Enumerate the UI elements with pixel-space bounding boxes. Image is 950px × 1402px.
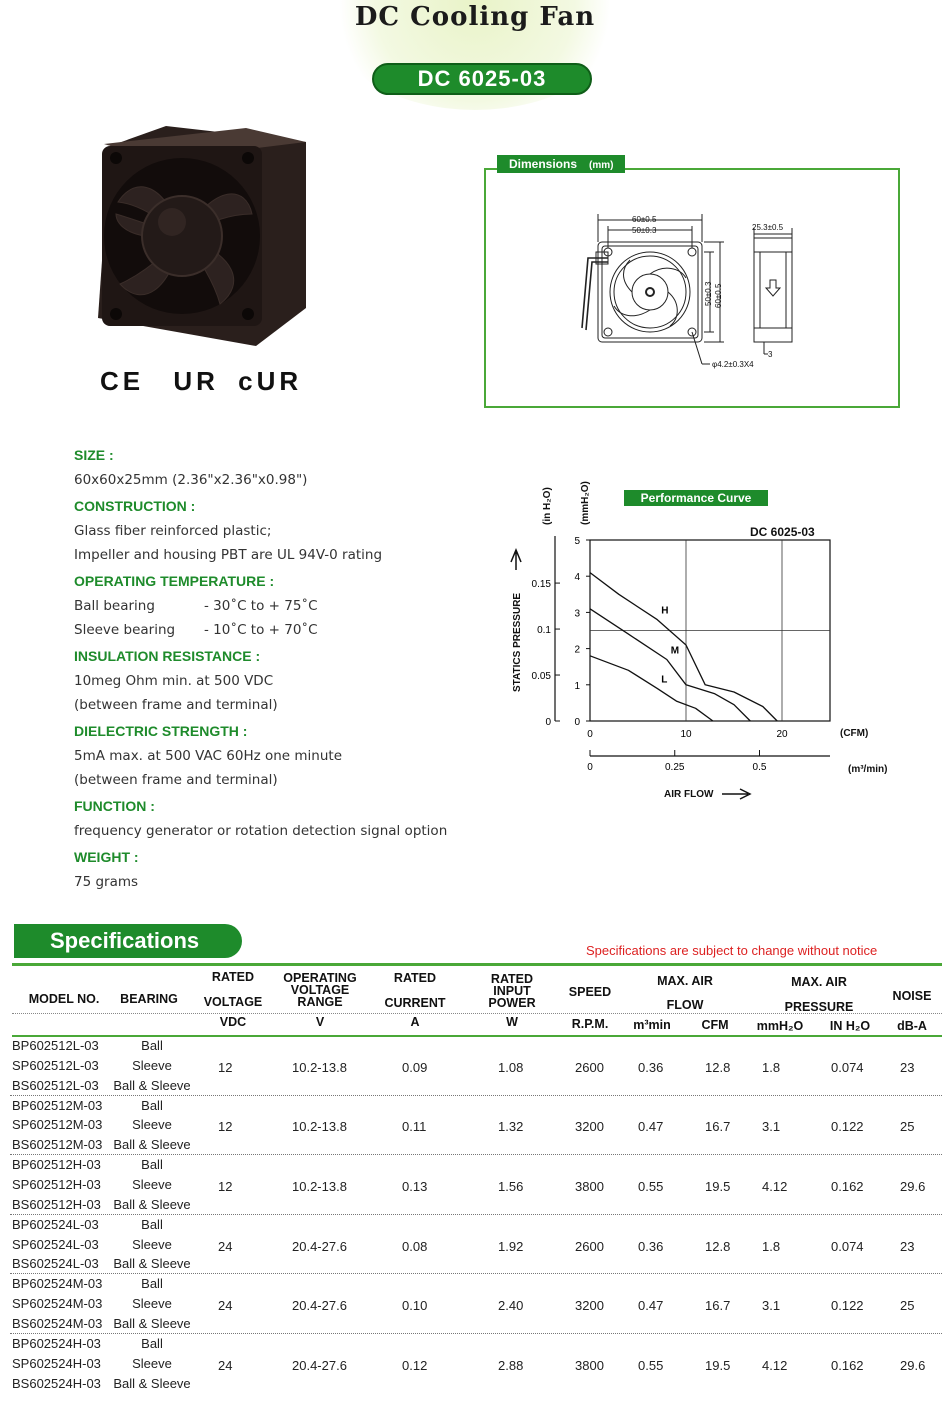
temperature-ball-label: Ball bearing <box>74 598 155 614</box>
header-op-voltage-2: VOLTAGE <box>290 983 350 997</box>
model-number: SP602524H-03 <box>12 1355 101 1371</box>
bearing-type: Sleeve <box>132 1296 172 1312</box>
page-title: DC Cooling Fan <box>354 2 596 32</box>
bearing-type: Ball & Sleeve <box>113 1375 191 1391</box>
performance-curve-tab: Performance Curve <box>624 490 768 506</box>
dimensions-unit: (mm) <box>589 160 614 171</box>
model-number: BS602524L-03 <box>12 1256 99 1272</box>
header-current-1: RATED <box>393 971 437 985</box>
model-number: BS602524M-03 <box>12 1315 103 1331</box>
model-number: BP602524L-03 <box>12 1216 99 1232</box>
chart-y-label: STATICS PRESSURE <box>512 592 523 692</box>
chart-unit-m3min: (m³/min) <box>848 764 888 775</box>
specifications-banner: Specifications <box>14 924 242 958</box>
model-number: SP602524M-03 <box>12 1296 103 1312</box>
table-body <box>0 1036 950 1396</box>
construction-line-1: Glass fiber reinforced plastic; <box>74 523 272 539</box>
construction-heading: CONSTRUCTION : <box>74 498 196 514</box>
header-pressure-2: PRESSURE <box>784 1000 854 1014</box>
dim-vert-outer: 60±0.5 <box>714 283 723 308</box>
cell-cfm: 19.5 <box>705 1178 731 1194</box>
cell-current: 0.13 <box>402 1178 428 1194</box>
bearing-type: Ball <box>141 1216 163 1232</box>
specification-notice: Specifications are subject to change without notice <box>586 943 878 958</box>
cell-noise: 29.6 <box>900 1357 926 1373</box>
dielectric-line-1: 5mA max. at 500 VAC 60Hz one minute <box>74 748 342 764</box>
y-tick-label-mmh2o: 1 <box>574 680 580 692</box>
header-rated-voltage-1: RATED <box>211 970 255 984</box>
bearing-type: Ball & Sleeve <box>113 1196 191 1212</box>
header-current-unit: A <box>410 1015 420 1029</box>
model-badge: DC 6025-03 <box>372 63 592 95</box>
y-tick-label-inh2o: 0.05 <box>531 671 551 683</box>
cell-m3min: 0.47 <box>638 1119 664 1135</box>
curve-label-L: L <box>661 674 668 686</box>
x-tick-label-cfm: 10 <box>680 729 692 740</box>
header-model: MODEL NO. <box>28 992 100 1006</box>
model-number: SP602524L-03 <box>12 1236 99 1252</box>
temperature-sleeve-range: - 10˚C to + 70˚C <box>204 622 318 638</box>
y-tick-label-mmh2o: 0 <box>574 717 580 728</box>
size-value: 60x60x25mm (2.36"x2.36"x0.98") <box>74 472 308 488</box>
table-header <box>0 966 950 1036</box>
table-row-group <box>0 1334 950 1394</box>
insulation-line-2: (between frame and terminal) <box>74 697 278 713</box>
x-tick-label-cfm: 0 <box>587 729 593 740</box>
cell-voltage: 24 <box>218 1298 233 1314</box>
dielectric-line-2: (between frame and terminal) <box>74 772 278 788</box>
header-noise: NOISE <box>892 989 932 1003</box>
header-noise-unit: dB-A <box>897 1019 927 1033</box>
model-number: SP602512M-03 <box>12 1117 103 1133</box>
header-rated-voltage-unit: VDC <box>219 1015 247 1029</box>
x-arrow-icon <box>722 789 750 799</box>
insulation-heading: INSULATION RESISTANCE : <box>74 648 261 664</box>
cell-rpm: 3200 <box>575 1119 604 1135</box>
cell-rpm: 2600 <box>575 1238 604 1254</box>
y-tick-label-mmh2o: 5 <box>574 536 580 547</box>
chart-x-label: AIR FLOW <box>664 789 714 800</box>
construction-line-2: Impeller and housing PBT are UL 94V-0 rating <box>74 547 383 563</box>
performance-curve-chart <box>500 470 910 810</box>
bearing-type: Ball & Sleeve <box>113 1137 191 1153</box>
y-tick-label-mmh2o: 2 <box>574 644 580 656</box>
bearing-type: Sleeve <box>132 1176 172 1192</box>
bearing-type: Sleeve <box>132 1117 172 1133</box>
y-tick-label-mmh2o: 4 <box>574 572 580 584</box>
cell-voltage: 12 <box>218 1059 233 1075</box>
cell-current: 0.10 <box>402 1298 428 1314</box>
curve-label-H: H <box>661 605 669 617</box>
header-speed-unit: R.P.M. <box>571 1017 609 1031</box>
cell-range: 10.2-13.8 <box>292 1178 347 1194</box>
bearing-type: Ball & Sleeve <box>113 1077 191 1093</box>
x-tick-label-cfm: 20 <box>776 729 788 740</box>
insulation-line-1: 10meg Ohm min. at 500 VDC <box>74 673 274 689</box>
header-pressure-inh2o: IN H₂O <box>829 1019 871 1033</box>
cell-power: 2.88 <box>498 1357 524 1373</box>
dielectric-heading: DIELECTRIC STRENGTH : <box>74 723 248 739</box>
cell-power: 1.08 <box>498 1059 524 1075</box>
cell-power: 1.56 <box>498 1178 524 1194</box>
header-pressure-mmh2o: mmH₂O <box>756 1019 804 1033</box>
ce-mark-icon: CE <box>100 366 145 396</box>
cell-noise: 23 <box>900 1238 915 1254</box>
model-number: BP602512H-03 <box>12 1157 101 1173</box>
chart-unit-cfm: (CFM) <box>840 728 869 739</box>
cell-mmh2o: 4.12 <box>762 1178 788 1194</box>
header-power-1: RATED <box>490 972 534 986</box>
dim-rib: 3 <box>768 350 773 359</box>
header-op-voltage-3: RANGE <box>297 995 343 1009</box>
certification-marks <box>100 366 302 397</box>
cell-current: 0.09 <box>402 1059 428 1075</box>
weight-heading: WEIGHT : <box>74 849 139 865</box>
model-number: BP602524M-03 <box>12 1276 103 1292</box>
cell-mmh2o: 1.8 <box>762 1059 781 1075</box>
cell-inh2o: 0.122 <box>831 1298 864 1314</box>
header-power-unit: W <box>506 1015 518 1029</box>
header-airflow-2: FLOW <box>666 998 704 1012</box>
x-tick-label-m3min: 0.25 <box>665 762 685 773</box>
cell-cfm: 19.5 <box>705 1357 731 1373</box>
curve-label-M: M <box>670 645 680 657</box>
curve-L <box>590 656 713 721</box>
cell-m3min: 0.36 <box>638 1238 664 1254</box>
model-number: BS602512H-03 <box>12 1196 101 1212</box>
model-number: SP602512H-03 <box>12 1176 101 1192</box>
cell-noise: 25 <box>900 1119 915 1135</box>
table-row-group <box>0 1096 950 1156</box>
specifications-text <box>74 447 494 890</box>
header-pressure-1: MAX. AIR <box>791 975 847 989</box>
cell-cfm: 16.7 <box>705 1298 731 1314</box>
cell-voltage: 12 <box>218 1178 233 1194</box>
model-number: BS602512L-03 <box>12 1077 99 1093</box>
chart-unit-inh2o: (in H₂O) <box>542 487 553 525</box>
operating-temperature-heading: OPERATING TEMPERATURE : <box>74 573 275 589</box>
bearing-type: Ball <box>141 1336 163 1351</box>
cell-mmh2o: 4.12 <box>762 1357 788 1373</box>
dim-outer-width: 60±0.5 <box>632 215 657 224</box>
cell-range: 10.2-13.8 <box>292 1119 347 1135</box>
size-heading: SIZE : <box>74 447 114 463</box>
function-heading: FUNCTION : <box>74 798 155 814</box>
header-airflow-cfm: CFM <box>701 1018 729 1032</box>
table-row-group <box>0 1155 950 1215</box>
cell-power: 2.40 <box>498 1298 524 1314</box>
header-airflow-1: MAX. AIR <box>657 974 713 988</box>
header-power-3: POWER <box>488 996 536 1010</box>
bearing-type: Ball <box>141 1097 163 1113</box>
cell-inh2o: 0.074 <box>831 1059 864 1075</box>
curve-H <box>590 573 777 721</box>
y-tick-label-inh2o: 0.1 <box>537 625 551 637</box>
y-arrow-icon <box>511 550 521 570</box>
cell-rpm: 2600 <box>575 1059 604 1075</box>
cell-noise: 23 <box>900 1059 915 1075</box>
cell-cfm: 16.7 <box>705 1119 731 1135</box>
cell-inh2o: 0.162 <box>831 1357 864 1373</box>
model-number: SP602512L-03 <box>12 1057 99 1073</box>
chart-unit-mmh2o: (mmH₂O) <box>580 481 591 525</box>
cell-range: 20.4-27.6 <box>292 1298 347 1314</box>
table-row-group <box>0 1215 950 1275</box>
cell-current: 0.12 <box>402 1357 428 1373</box>
header-rated-voltage-2: VOLTAGE <box>203 995 263 1009</box>
model-number: BS602524H-03 <box>12 1375 101 1391</box>
ur-mark-icon: UR <box>173 366 219 396</box>
cell-range: 20.4-27.6 <box>292 1357 347 1373</box>
cell-inh2o: 0.074 <box>831 1238 864 1254</box>
bearing-type: Ball & Sleeve <box>113 1315 191 1331</box>
header-bearing: BEARING <box>120 992 178 1006</box>
cell-noise: 29.6 <box>900 1178 926 1194</box>
cell-rpm: 3200 <box>575 1298 604 1314</box>
cell-mmh2o: 3.1 <box>762 1298 781 1314</box>
weight-value: 75 grams <box>74 874 139 890</box>
cell-cfm: 12.8 <box>705 1238 731 1254</box>
dimensions-drawing <box>484 168 896 404</box>
header-op-voltage-1: OPERATING <box>283 971 357 985</box>
header-power-2: INPUT <box>493 984 531 998</box>
temperature-sleeve <box>74 622 494 638</box>
dim-vert-hole: 50±0.3 <box>704 281 713 306</box>
cell-noise: 25 <box>900 1298 915 1314</box>
header-current-2: CURRENT <box>384 996 446 1010</box>
bearing-type: Sleeve <box>132 1236 172 1252</box>
cell-current: 0.08 <box>402 1238 428 1254</box>
y-tick-label-inh2o: 0.15 <box>531 579 551 591</box>
dim-hole-diameter: φ4.2±0.3X4 <box>712 360 754 369</box>
cell-current: 0.11 <box>402 1119 427 1135</box>
header-airflow-m3min: m³min <box>633 1018 671 1032</box>
x-tick-label-m3min: 0 <box>587 762 593 773</box>
table-row-group <box>0 1036 950 1096</box>
fan-product-image <box>96 124 308 350</box>
bearing-type: Sleeve <box>132 1355 172 1371</box>
cell-m3min: 0.47 <box>638 1298 664 1314</box>
cell-inh2o: 0.162 <box>831 1178 864 1194</box>
bearing-type: Ball & Sleeve <box>113 1256 191 1272</box>
dimensions-tab-label: Dimensions <box>509 157 578 171</box>
model-number: BS602512M-03 <box>12 1137 103 1153</box>
temperature-ball <box>74 598 494 614</box>
header-op-voltage-unit: V <box>315 1015 325 1029</box>
cell-mmh2o: 3.1 <box>762 1119 781 1135</box>
bearing-type: Sleeve <box>132 1057 172 1073</box>
cell-m3min: 0.36 <box>638 1059 664 1075</box>
cell-rpm: 3800 <box>575 1178 604 1194</box>
bearing-type: Ball <box>141 1038 163 1053</box>
cell-m3min: 0.55 <box>638 1357 664 1373</box>
bearing-type: Ball <box>141 1157 163 1173</box>
cell-voltage: 12 <box>218 1119 233 1135</box>
cell-voltage: 24 <box>218 1238 233 1254</box>
dim-depth: 25.3±0.5 <box>752 223 784 232</box>
cell-rpm: 3800 <box>575 1357 604 1373</box>
table-row-group <box>0 1274 950 1334</box>
bearing-type: Ball <box>141 1276 163 1292</box>
y-tick-label-mmh2o: 3 <box>574 608 580 620</box>
cur-mark-icon: cUR <box>238 366 303 396</box>
model-number: BP602512L-03 <box>12 1038 99 1053</box>
cell-cfm: 12.8 <box>705 1059 731 1075</box>
cell-mmh2o: 1.8 <box>762 1238 781 1254</box>
temperature-ball-range: - 30˚C to + 75˚C <box>204 598 318 614</box>
chart-title: DC 6025-03 <box>750 525 815 539</box>
cell-range: 20.4-27.6 <box>292 1238 347 1254</box>
cell-range: 10.2-13.8 <box>292 1059 347 1075</box>
cell-inh2o: 0.122 <box>831 1119 864 1135</box>
dim-hole-spacing: 50±0.3 <box>632 226 657 235</box>
function-value: frequency generator or rotation detection signal option <box>74 823 448 839</box>
cell-m3min: 0.55 <box>638 1178 664 1194</box>
cell-power: 1.92 <box>498 1238 524 1254</box>
y-tick-label-inh2o: 0 <box>545 717 551 728</box>
x-tick-label-m3min: 0.5 <box>752 762 767 773</box>
header-speed: SPEED <box>568 985 612 999</box>
cell-voltage: 24 <box>218 1357 233 1373</box>
model-number: BP602524H-03 <box>12 1336 101 1351</box>
temperature-sleeve-label: Sleeve bearing <box>74 622 176 638</box>
cell-power: 1.32 <box>498 1119 524 1135</box>
model-number: BP602512M-03 <box>12 1097 103 1113</box>
